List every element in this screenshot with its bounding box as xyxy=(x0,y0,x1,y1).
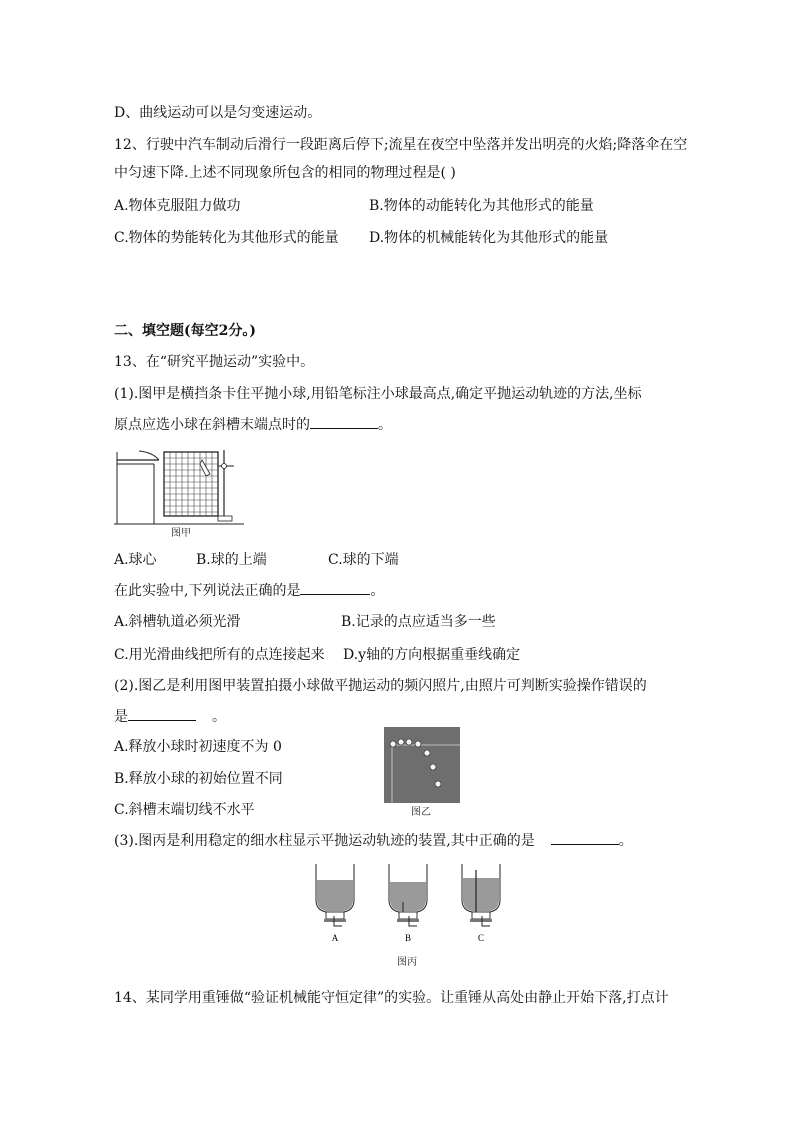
q12-option-a: A.物体克服阻力做功 xyxy=(114,198,241,214)
q13-part1-line2 xyxy=(114,414,392,435)
q13-part2-text: 是 xyxy=(114,709,128,725)
q13-part1-option-c: C.球的下端 xyxy=(328,552,399,568)
q11-option-d: D、曲线运动可以是匀变速运动。 xyxy=(114,105,322,121)
answer-blank[interactable] xyxy=(128,706,196,721)
figure-yi xyxy=(384,727,460,803)
q13-part3-text: (3).图丙是利用稳定的细水柱显示平抛运动轨迹的装置,其中正确的是 xyxy=(114,833,535,849)
q13-part1-period: 。 xyxy=(378,417,392,433)
q13-part3-period: 。 xyxy=(618,833,633,849)
q13-part1b-option-d: D.y轴的方向根据重垂线确定 xyxy=(343,647,521,663)
section-heading: 二、填空题(每空2分。) xyxy=(114,323,256,339)
answer-blank[interactable] xyxy=(551,830,619,845)
figure-bing xyxy=(312,862,502,942)
q13-part3-stem xyxy=(114,830,633,851)
q12-stem-line2: 中匀速下降.上述不同现象所包含的相同的物理过程是( ) xyxy=(114,165,456,181)
q13-part2-option-b: B.释放小球的初始位置不同 xyxy=(114,771,283,787)
q13-part2-line1: (2).图乙是利用图甲装置拍摄小球做平抛运动的频闪照片,由照片可判断实验操作错误的 xyxy=(114,678,647,694)
q13-part1b-stem xyxy=(114,580,384,601)
q13-stem: 13、在“研究平抛运动”实验中。 xyxy=(114,354,315,370)
q13-part1-line1: (1).图甲是横挡条卡住平抛小球,用铅笔标注小球最高点,确定平抛运动轨迹的方法,坐标 xyxy=(114,386,642,402)
figure-bing-label-a: A xyxy=(331,933,339,943)
q12-stem-line1: 12、行驶中汽车制动后滑行一段距离后停下;流星在夜空中坠落并发出明亮的火焰;降落伞在空 xyxy=(114,137,688,153)
q13-part1b-option-c: C.用光滑曲线把所有的点连接起来 xyxy=(114,647,325,663)
answer-blank[interactable] xyxy=(300,580,370,595)
q13-part1-option-b: B.球的上端 xyxy=(196,552,267,568)
figure-jia-caption: 图甲 xyxy=(171,528,191,539)
q13-part2-line2 xyxy=(114,706,226,727)
q13-part2-period: 。 xyxy=(212,709,226,725)
q13-part1-text: 原点应选小球在斜槽末端点时的 xyxy=(114,417,310,433)
figure-jia xyxy=(114,446,244,526)
figure-yi-caption: 图乙 xyxy=(411,807,431,818)
q13-part1-option-a: A.球心 xyxy=(114,552,157,568)
q13-part2-option-a: A.释放小球时初速度不为 0 xyxy=(114,739,282,755)
q13-part1b-option-a: A.斜槽轨道必须光滑 xyxy=(114,614,241,630)
q13-part1b-text: 在此实验中,下列说法正确的是 xyxy=(114,583,301,599)
q13-part1b-period: 。 xyxy=(370,583,385,599)
figure-bing-caption: 图丙 xyxy=(397,957,417,968)
q13-part2-option-c: C.斜槽末端切线不水平 xyxy=(114,802,255,818)
figure-bing-label-c: C xyxy=(477,933,485,943)
figure-bing-label-b: B xyxy=(404,933,412,943)
q12-option-b: B.物体的动能转化为其他形式的能量 xyxy=(369,198,594,214)
q12-option-c: C.物体的势能转化为其他形式的能量 xyxy=(114,230,339,246)
answer-blank[interactable] xyxy=(310,414,378,429)
q12-option-d: D.物体的机械能转化为其他形式的能量 xyxy=(369,230,609,246)
q14-stem: 14、某同学用重锤做“验证机械能守恒定律”的实验。让重锤从高处由静止开始下落,打点计 xyxy=(114,990,669,1006)
q13-part1b-option-b: B.记录的点应适当多一些 xyxy=(341,614,496,630)
